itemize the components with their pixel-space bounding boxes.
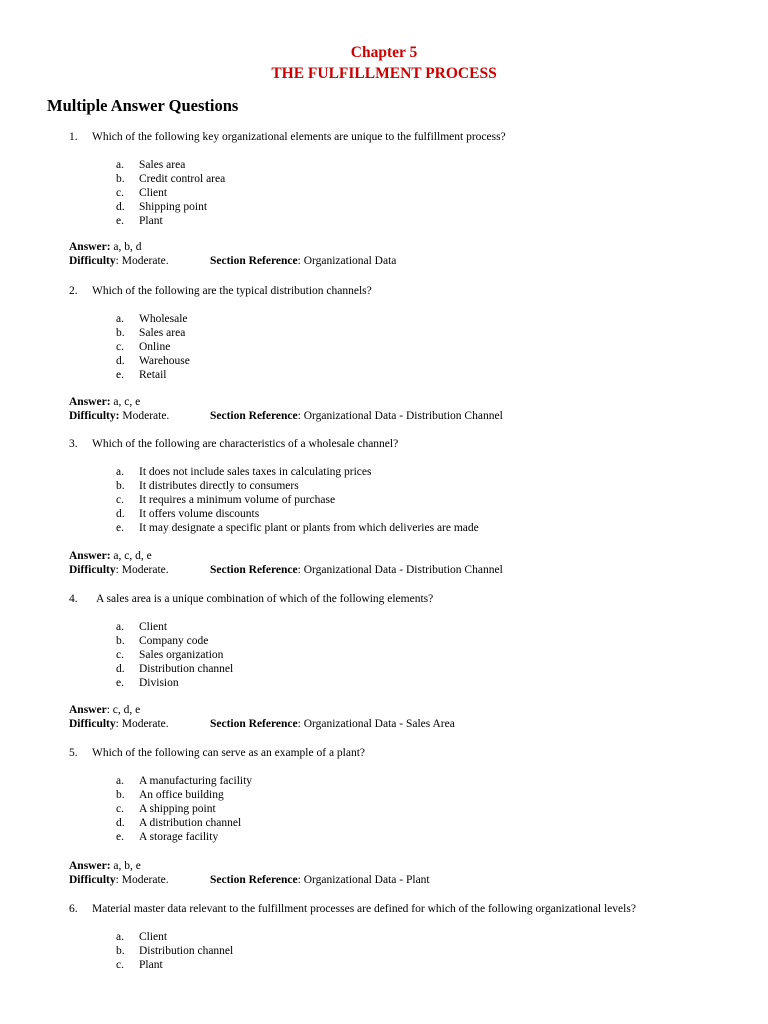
option-letter: d. bbox=[116, 817, 125, 829]
option-text: Sales area bbox=[139, 327, 186, 339]
question-number: 4. bbox=[69, 593, 78, 605]
option-letter: b. bbox=[116, 173, 125, 185]
option-text: Division bbox=[139, 677, 179, 689]
option-text: It may designate a specific plant or plants from which deliveries are made bbox=[139, 522, 479, 534]
option-text: A shipping point bbox=[139, 803, 216, 815]
option-text: An office building bbox=[139, 789, 224, 801]
section-reference-line: Section Reference: Organizational Data - Sales Area bbox=[210, 718, 455, 730]
option-text: A manufacturing facility bbox=[139, 775, 253, 787]
question-text: Material master data relevant to the fulfillment processes are defined for which of the following organizational levels? bbox=[92, 903, 636, 915]
option-letter: a. bbox=[116, 931, 124, 943]
answer-label: Answer bbox=[69, 860, 107, 872]
difficulty-value: Moderate. bbox=[121, 874, 169, 886]
option-text: A distribution channel bbox=[139, 817, 242, 829]
option-letter: e. bbox=[116, 369, 124, 381]
option-letter: e. bbox=[116, 522, 124, 534]
difficulty-line: Difficulty: Moderate. bbox=[69, 410, 170, 422]
option-text: Client bbox=[139, 931, 168, 943]
option-letter: c. bbox=[116, 959, 124, 971]
option-letter: a. bbox=[116, 159, 124, 171]
answer-value: a, b, d bbox=[113, 241, 142, 253]
section-reference-value: Organizational Data - Distribution Channel bbox=[303, 564, 503, 576]
option-text: Wholesale bbox=[139, 313, 188, 325]
answer-line: Answer: a, b, e bbox=[69, 860, 141, 872]
option-letter: a. bbox=[116, 621, 124, 633]
option-text: Retail bbox=[139, 369, 167, 381]
option-letter: a. bbox=[116, 466, 124, 478]
difficulty-line: Difficulty: Moderate. bbox=[69, 255, 169, 267]
section-reference-label: Section Reference bbox=[210, 718, 298, 730]
section-reference-value: Organizational Data - Plant bbox=[303, 874, 430, 886]
section-reference-label: Section Reference bbox=[210, 874, 298, 886]
option-text: It requires a minimum volume of purchase bbox=[139, 494, 336, 506]
answer-label: Answer bbox=[69, 704, 107, 716]
difficulty-value: Moderate. bbox=[121, 718, 169, 730]
difficulty-label: Difficulty bbox=[69, 874, 116, 886]
option-letter: e. bbox=[116, 677, 124, 689]
option-letter: d. bbox=[116, 663, 125, 675]
difficulty-label: Difficulty bbox=[69, 564, 116, 576]
difficulty-label: Difficulty bbox=[69, 718, 116, 730]
option-text: Online bbox=[139, 341, 171, 353]
option-letter: b. bbox=[116, 945, 125, 957]
section-heading: Multiple Answer Questions bbox=[47, 96, 239, 115]
answer-label: Answer bbox=[69, 550, 107, 562]
option-letter: c. bbox=[116, 803, 124, 815]
section-reference-label: Section Reference bbox=[210, 255, 298, 267]
section-reference-value: Organizational Data - Sales Area bbox=[303, 718, 455, 730]
option-text: It does not include sales taxes in calculating prices bbox=[139, 466, 372, 478]
option-text: Shipping point bbox=[139, 201, 208, 213]
option-text: Distribution channel bbox=[139, 663, 234, 675]
answer-value: a, c, e bbox=[113, 396, 141, 408]
option-text: It offers volume discounts bbox=[139, 508, 260, 520]
answer-value: a, b, e bbox=[113, 860, 141, 872]
answer-label: Answer bbox=[69, 241, 107, 253]
option-letter: e. bbox=[116, 831, 124, 843]
answer-value: a, c, d, e bbox=[113, 550, 152, 562]
question-text: Which of the following are characteristics of a wholesale channel? bbox=[92, 438, 399, 450]
question-text: Which of the following key organizational elements are unique to the fulfillment process? bbox=[92, 131, 506, 143]
answer-label: Answer bbox=[69, 396, 107, 408]
difficulty-line: Difficulty: Moderate. bbox=[69, 718, 169, 730]
option-letter: b. bbox=[116, 635, 125, 647]
section-reference-line: Section Reference: Organizational Data - Plant bbox=[210, 874, 430, 886]
chapter-title: Chapter 5 bbox=[350, 44, 418, 61]
option-text: Credit control area bbox=[139, 173, 226, 185]
option-letter: b. bbox=[116, 480, 125, 492]
option-text: It distributes directly to consumers bbox=[139, 480, 299, 492]
question-number: 5. bbox=[69, 747, 78, 759]
option-text: Plant bbox=[139, 959, 163, 971]
question-text: Which of the following are the typical distribution channels? bbox=[92, 285, 372, 297]
option-letter: d. bbox=[116, 508, 125, 520]
answer-line: Answer: a, b, d bbox=[69, 241, 142, 253]
option-letter: e. bbox=[116, 215, 124, 227]
answer-line: Answer: c, d, e bbox=[69, 704, 141, 716]
difficulty-line: Difficulty: Moderate. bbox=[69, 874, 169, 886]
option-text: Sales area bbox=[139, 159, 186, 171]
option-text: Plant bbox=[139, 215, 163, 227]
difficulty-value: Moderate. bbox=[121, 564, 169, 576]
difficulty-value: Moderate. bbox=[122, 410, 170, 422]
section-reference-line: Section Reference: Organizational Data - Distribution Channel bbox=[210, 410, 503, 422]
difficulty-label: Difficulty bbox=[69, 255, 116, 267]
section-reference-label: Section Reference bbox=[210, 410, 298, 422]
option-letter: a. bbox=[116, 775, 124, 787]
option-text: Distribution channel bbox=[139, 945, 234, 957]
section-reference-value: Organizational Data bbox=[303, 255, 397, 267]
option-letter: c. bbox=[116, 187, 124, 199]
option-letter: c. bbox=[116, 494, 124, 506]
option-text: Warehouse bbox=[139, 355, 190, 367]
section-reference-value: Organizational Data - Distribution Channel bbox=[303, 410, 503, 422]
question-number: 1. bbox=[69, 131, 78, 143]
option-text: Client bbox=[139, 187, 168, 199]
difficulty-label: Difficulty bbox=[69, 410, 116, 422]
option-letter: c. bbox=[116, 341, 124, 353]
question-number: 6. bbox=[69, 903, 78, 915]
difficulty-line: Difficulty: Moderate. bbox=[69, 564, 169, 576]
question-number: 3. bbox=[69, 438, 78, 450]
question-number: 2. bbox=[69, 285, 78, 297]
section-reference-line: Section Reference: Organizational Data - Distribution Channel bbox=[210, 564, 503, 576]
option-text: Company code bbox=[139, 635, 209, 647]
option-text: Client bbox=[139, 621, 168, 633]
section-reference-label: Section Reference bbox=[210, 564, 298, 576]
question-text: A sales area is a unique combination of which of the following elements? bbox=[96, 593, 434, 605]
answer-line: Answer: a, c, d, e bbox=[69, 550, 152, 562]
option-letter: d. bbox=[116, 355, 125, 367]
difficulty-value: Moderate. bbox=[121, 255, 169, 267]
section-reference-line: Section Reference: Organizational Data bbox=[210, 255, 397, 267]
answer-line: Answer: a, c, e bbox=[69, 396, 141, 408]
option-letter: b. bbox=[116, 327, 125, 339]
answer-value: c, d, e bbox=[112, 704, 141, 716]
question-text: Which of the following can serve as an example of a plant? bbox=[92, 747, 366, 759]
option-letter: a. bbox=[116, 313, 124, 325]
option-letter: b. bbox=[116, 789, 125, 801]
option-text: A storage facility bbox=[139, 831, 219, 843]
chapter-subtitle: THE FULFILLMENT PROCESS bbox=[271, 65, 497, 82]
option-letter: c. bbox=[116, 649, 124, 661]
option-letter: d. bbox=[116, 201, 125, 213]
option-text: Sales organization bbox=[139, 649, 224, 661]
